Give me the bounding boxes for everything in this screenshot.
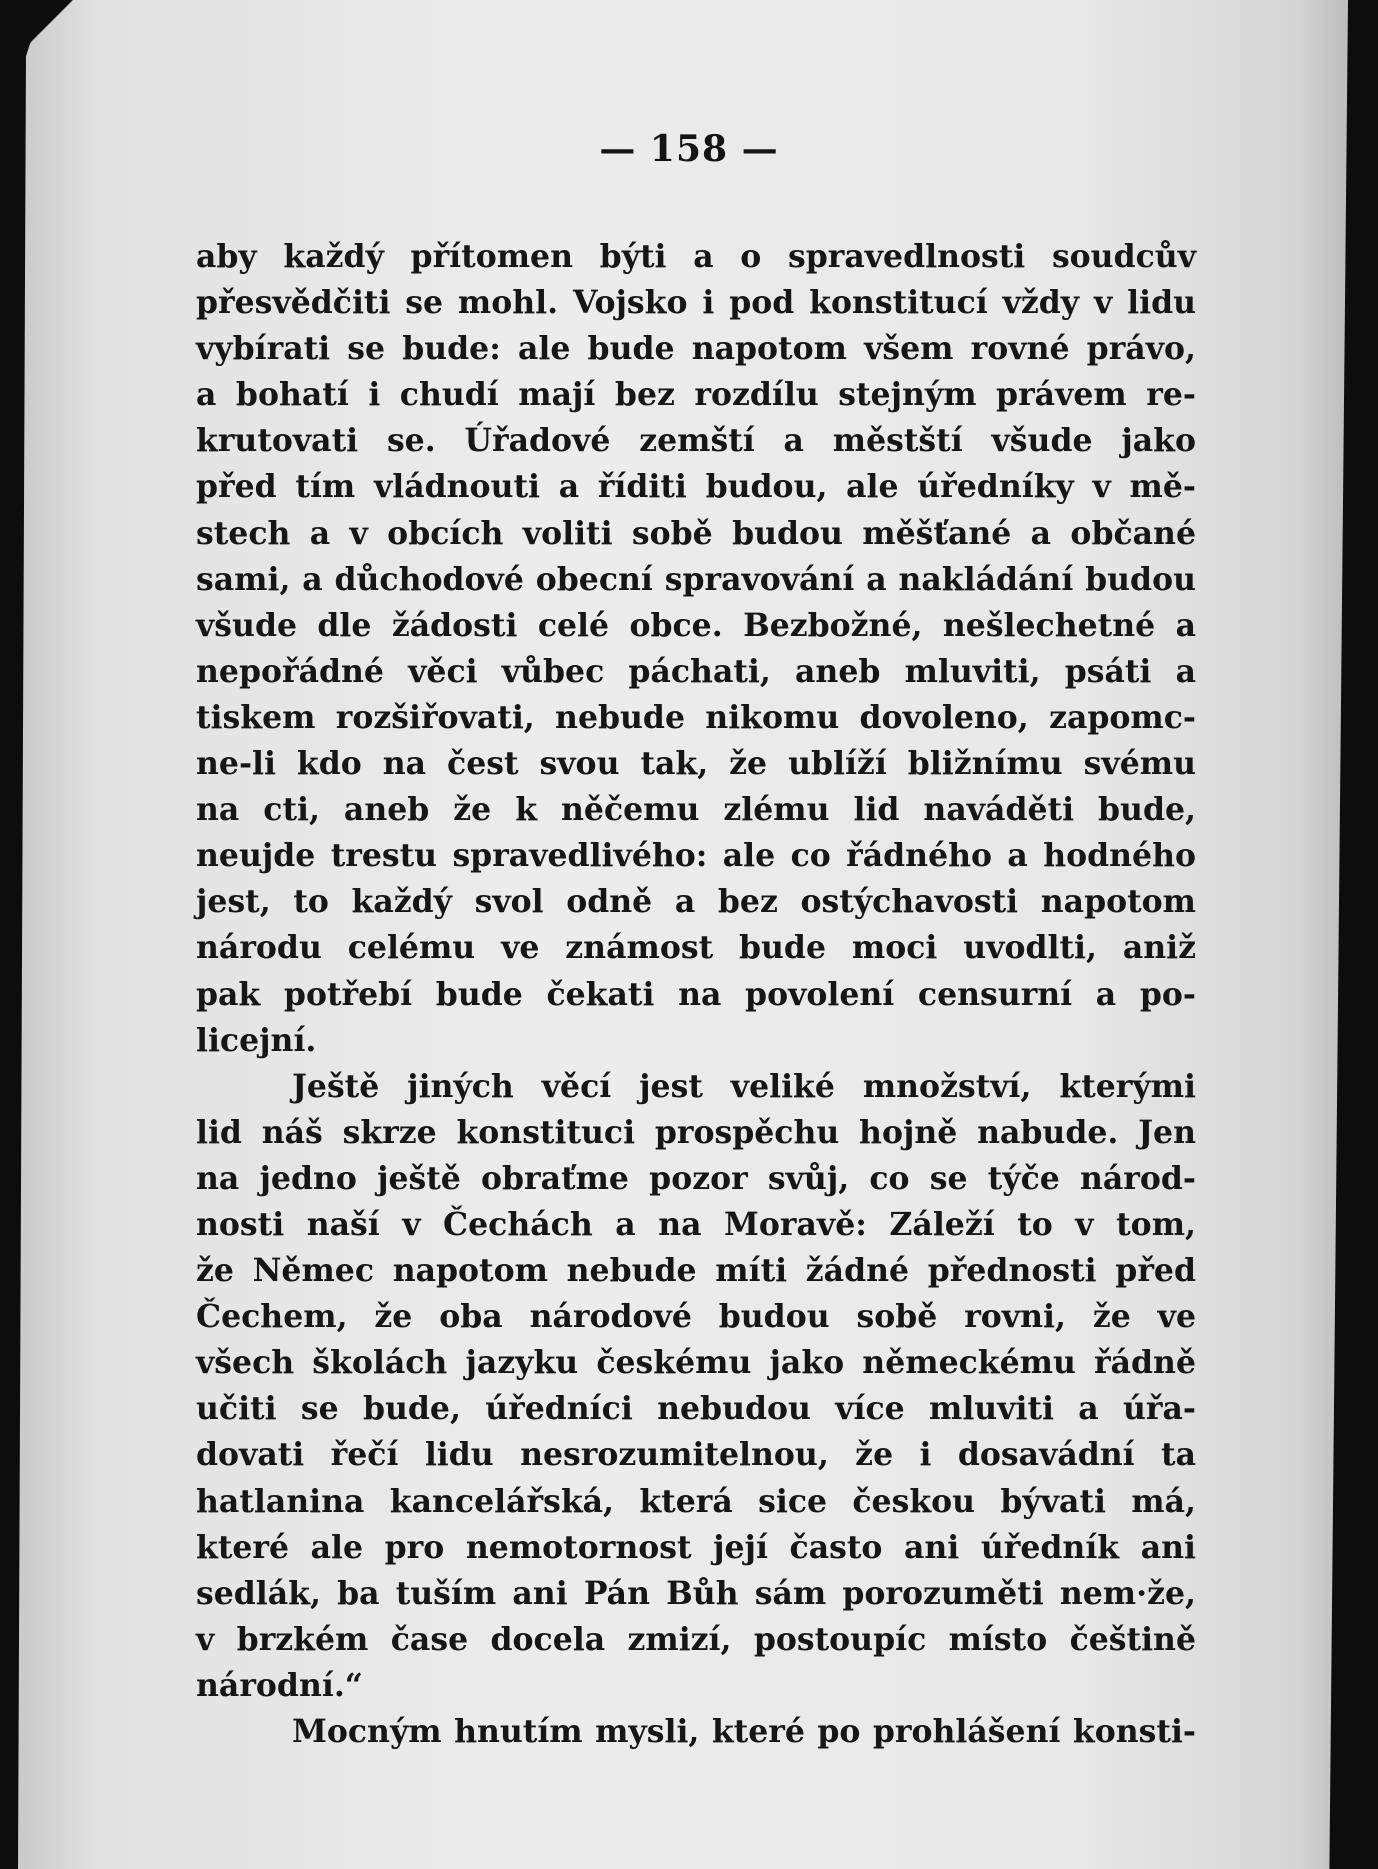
text-line: krutovati se. Úřadové zemští a městští všude jako <box>196 422 1196 460</box>
text-line: učiti se bude, úředníci nebudou více mluviti a úřa- <box>196 1390 1196 1428</box>
text-line: neujde trestu spravedlivého: ale co řádného a hodného <box>196 837 1196 875</box>
text-line: nepořádné věci vůbec páchati, aneb mluviti, psáti a <box>196 652 1196 690</box>
folded-corner <box>18 0 108 90</box>
text-line: že Němec napotom nebude míti žádné přednosti před <box>196 1252 1196 1290</box>
text-line: národní.“ <box>196 1666 363 1704</box>
text-line: vybírati se bude: ale bude napotom všem rovné právo, <box>196 330 1196 368</box>
text-line: národu celému ve známost bude moci uvodlti, aniž <box>196 929 1196 967</box>
body-text <box>196 234 1196 1755</box>
text-line: všech školách jazyku českému jako německému řádně <box>196 1344 1196 1382</box>
text-line: hatlanina kancelářská, která sice českou bývati má, <box>196 1482 1196 1520</box>
text-line: před tím vládnouti a říditi budou, ale úředníky v mě- <box>196 468 1196 506</box>
text-line: lid náš skrze konstituci prospěchu hojně nabude. Jen <box>196 1113 1196 1151</box>
text-line: všude dle žádosti celé obce. Bezbožné, nešlechetné a <box>196 606 1196 644</box>
text-line: aby každý přítomen býti a o spravedlnosti soudcův <box>196 238 1196 275</box>
text-line: Čechem, že oba národové budou sobě rovni, že ve <box>196 1298 1196 1336</box>
text-line: přesvědčiti se mohl. Vojsko i pod konstitucí vždy v lidu <box>196 284 1196 322</box>
text-line: sami, a důchodové obecní spravování a nakládání budou <box>196 560 1196 598</box>
text-line: na jedno ještě obraťme pozor svůj, co se týče národ- <box>196 1159 1196 1197</box>
text-line: ne-li kdo na čest svou tak, že ublíží bližnímu svému <box>196 745 1196 783</box>
text-line: tiskem rozšiřovati, nebude nikomu dovoleno, zapomc- <box>196 698 1196 736</box>
text-line: dovati řečí lidu nesrozumitelnou, že i dosavádní ta <box>196 1436 1196 1474</box>
text-line: nosti naší v Čechách a na Moravě: Záleží to v tom, <box>196 1205 1196 1243</box>
text-line: licejní. <box>196 1021 317 1059</box>
text-line: pak potřebí bude čekati na povolení censurní a po- <box>196 975 1196 1013</box>
text-line: sedlák, ba tuším ani Pán Bůh sám porozuměti nem·že, <box>196 1574 1196 1612</box>
text-line: a bohatí i chudí mají bez rozdílu stejným právem re- <box>196 376 1196 414</box>
text-line: které ale pro nemotornost její často ani úředník ani <box>196 1528 1196 1566</box>
text-line: na cti, aneb že k něčemu zlému lid naváděti bude, <box>196 791 1196 829</box>
page-number: — 158 — <box>599 128 779 170</box>
text-line: Ještě jiných věcí jest veliké množství, kterými <box>292 1067 1196 1105</box>
text-line: jest, to každý svol odně a bez ostýchavosti napotom <box>196 883 1196 921</box>
text-line: Mocným hnutím mysli, které po prohlášení konsti- <box>292 1713 1196 1750</box>
text-line: v brzkém čase docela zmizí, postoupíc místo češtině <box>196 1620 1196 1658</box>
text-line: stech a v obcích voliti sobě budou měšťané a občané <box>196 514 1196 552</box>
